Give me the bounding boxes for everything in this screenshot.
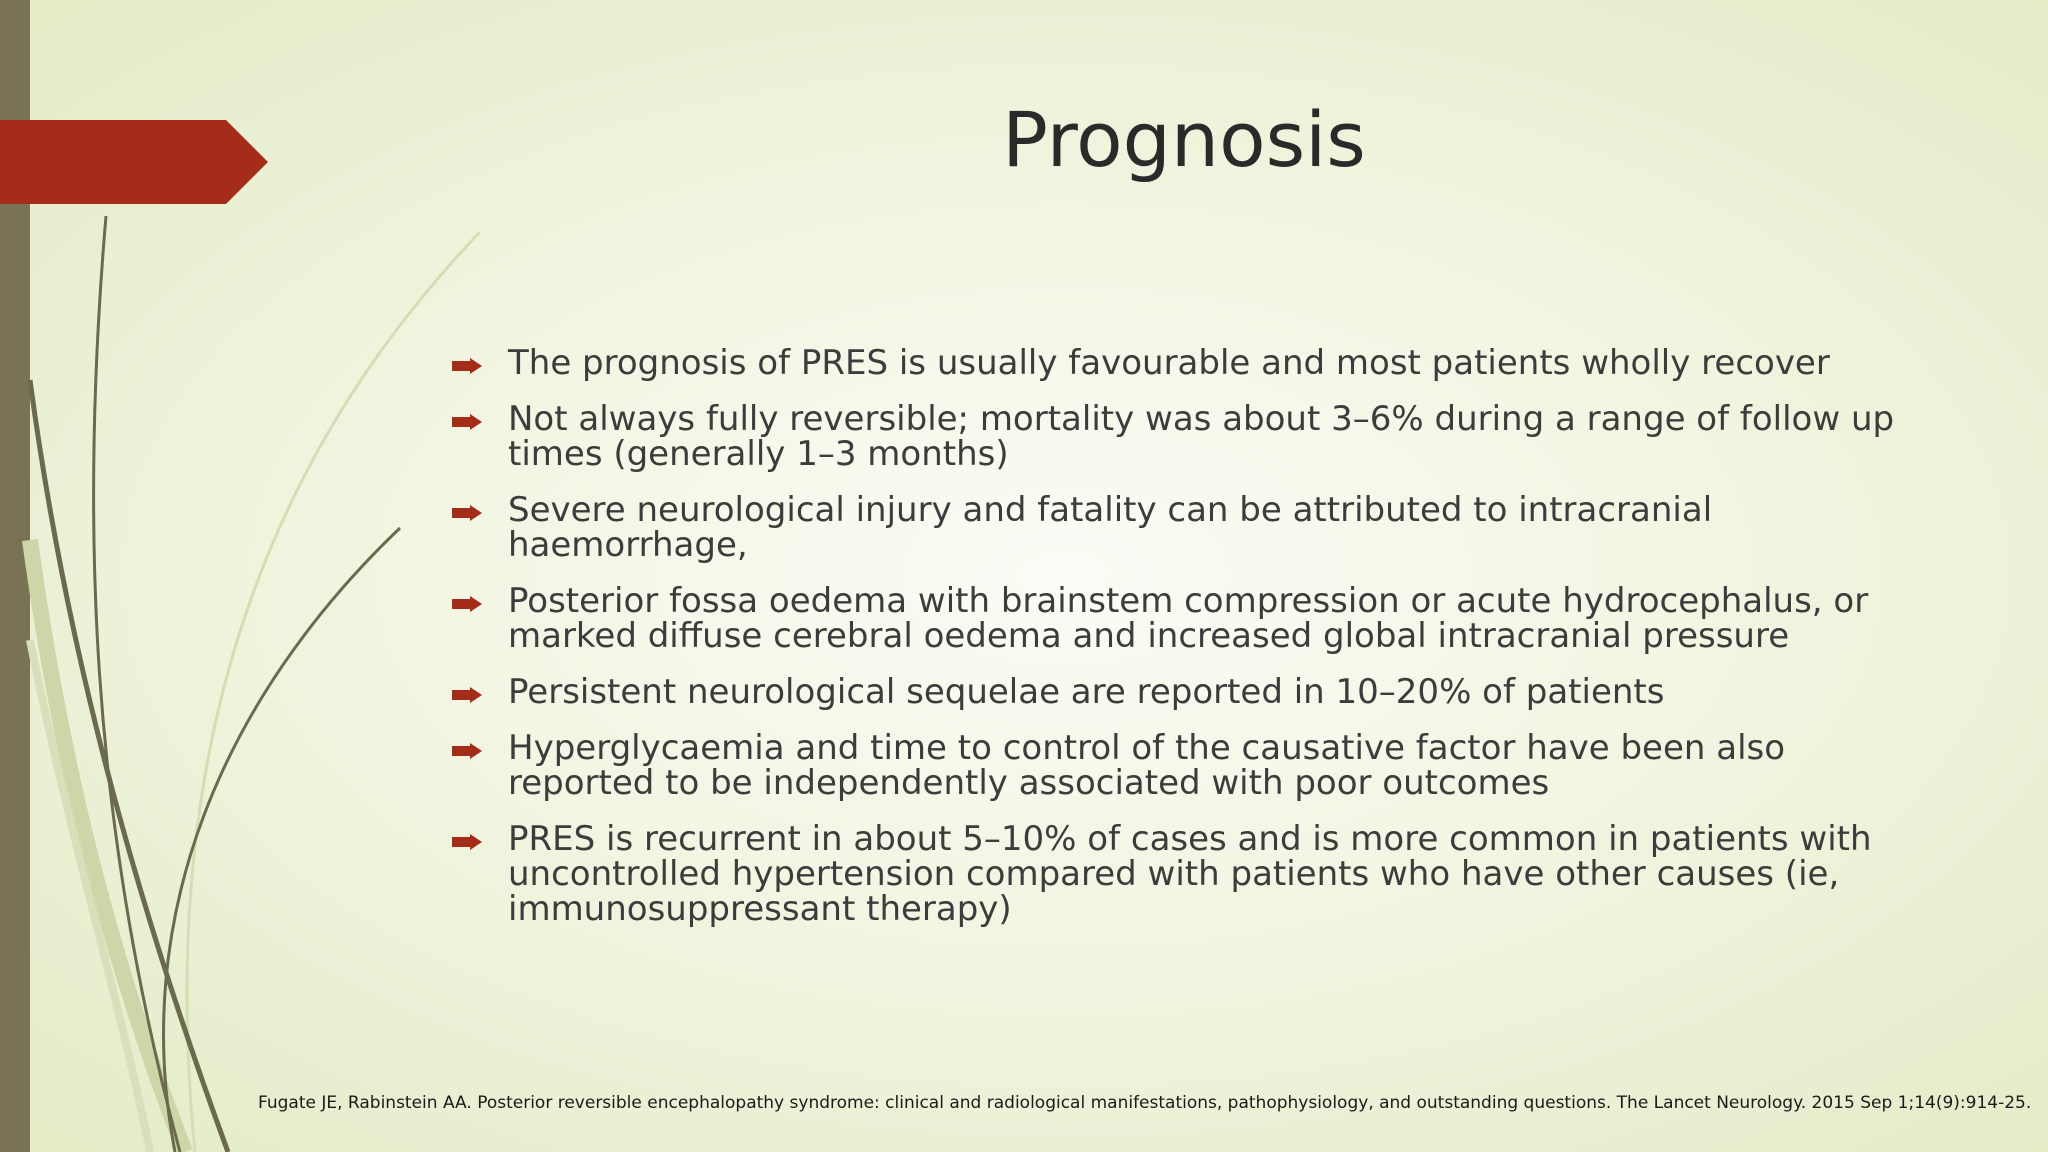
decorative-curve-light-1 [187, 232, 480, 1152]
bullet-text: Persistent neurological sequelae are reported in 10–20% of patients [508, 672, 1665, 712]
bullet-text: PRES is recurrent in about 5–10% of cases and is more common in patients with uncontrolled hypertension compared with patients who have other causes (ie, immunosuppressant therapy) [508, 819, 1872, 929]
bullet-item [450, 672, 1930, 712]
arrow-bullet-icon [452, 596, 482, 612]
bullet-text: Hyperglycaemia and time to control of the causative factor have been also reported to be independently associated with poor outcomes [508, 728, 1786, 803]
bullet-item [450, 399, 1930, 474]
arrow-bullet-icon [452, 505, 482, 521]
bullet-item [450, 581, 1930, 656]
arrow-bullet-icon [452, 834, 482, 850]
bullet-text: Severe neurological injury and fatality can be attributed to intracranial haemorrhage, [508, 490, 1713, 565]
bullet-item [450, 343, 1930, 383]
bullet-item [450, 728, 1930, 803]
arrow-bullet-icon [452, 687, 482, 703]
bullet-text: Posterior fossa oedema with brainstem compression or acute hydrocephalus, or marked diffuse cerebral oedema and increased global intracranial pressure [508, 581, 1869, 656]
arrow-bullet-icon [452, 358, 482, 374]
bullet-text: The prognosis of PRES is usually favourable and most patients wholly recover [508, 343, 1830, 383]
decorative-curve-light-3 [30, 640, 150, 1152]
bullet-text: Not always fully reversible; mortality was about 3–6% during a range of follow up times (generally 1–3 months) [508, 399, 1895, 474]
bullet-item [450, 819, 1930, 929]
arrow-bullet-icon [452, 414, 482, 430]
bullet-list [450, 343, 1930, 948]
decorative-curve-dark-3 [164, 528, 400, 1152]
slide-title: Prognosis [1002, 95, 1366, 184]
bullet-item [450, 490, 1930, 565]
decorative-curve-light-2 [30, 540, 185, 1152]
citation-footnote: Fugate JE, Rabinstein AA. Posterior reversible encephalopathy syndrome: clinical and radiological manifestations, pathophysiology, and outstanding questions. The Lancet Neurology. 2015 Sep 1;14(9):914-25. [258, 1093, 2032, 1113]
arrow-bullet-icon [452, 743, 482, 759]
accent-arrow-tab [0, 120, 268, 204]
